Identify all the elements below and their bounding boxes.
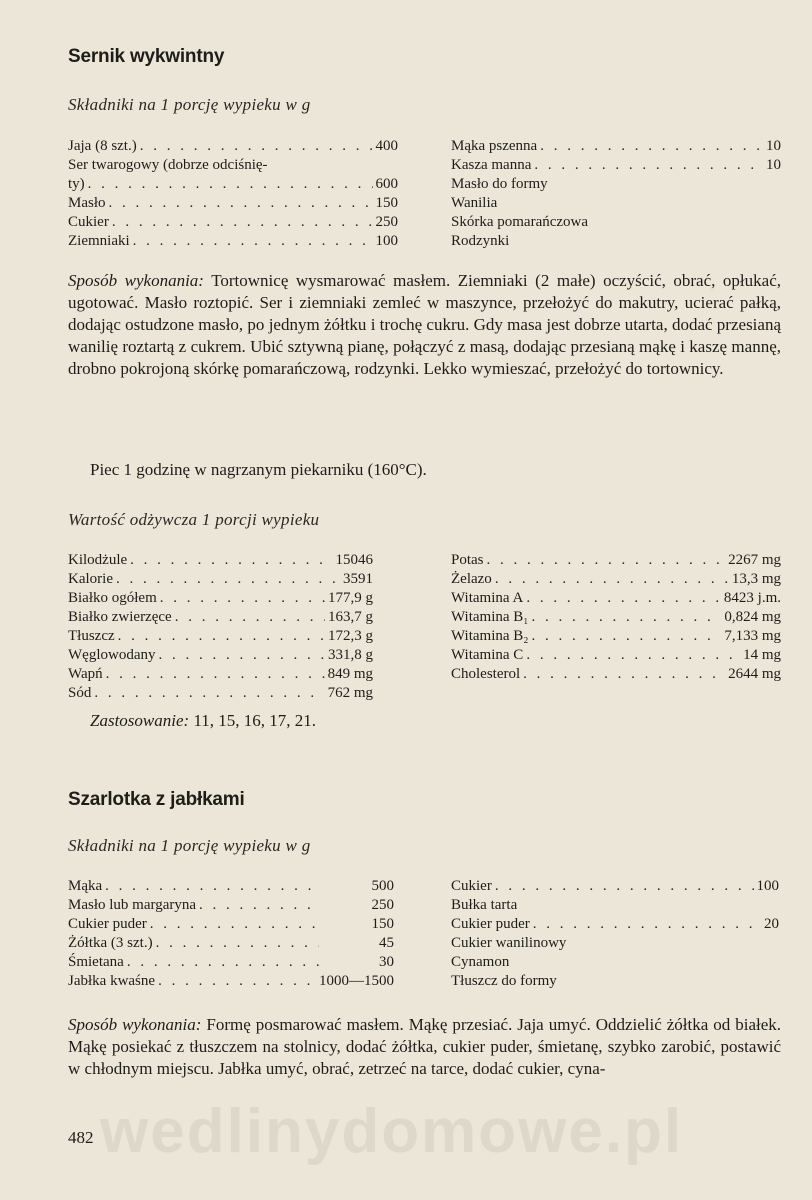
ingredient-row: Kasza manna . . . 10 xyxy=(451,156,781,175)
ingredient-row: Jabłka kwaśne . . . 1000—1500 xyxy=(68,972,394,991)
ingredient-row: Jaja (8 szt.) . . . 400 xyxy=(68,137,398,156)
method-label: Sposób wykonania: xyxy=(68,1015,202,1034)
nutrition-row: Witamina C . . . 14 mg xyxy=(451,646,781,665)
ingredient-row: Cukier wanilinowy xyxy=(451,935,567,951)
ingredient-row: Cukier . . . 250 xyxy=(68,213,398,232)
nutrition-row: Żelazo . . . 13,3 mg xyxy=(451,570,781,589)
nutrition-row: Witamina B₂ . . . 7,133 mg xyxy=(451,627,781,646)
ingredient-row: Cukier puder . . . 150 xyxy=(68,915,394,934)
ingredient-row: Cukier puder . . . 20 xyxy=(451,915,779,934)
recipe-title: Sernik wykwintny xyxy=(68,46,225,67)
nutrition-row: Kilodżule . . . 15046 xyxy=(68,551,373,570)
ingredient-row: Żółtka (3 szt.) . . . 45 xyxy=(68,934,394,953)
method-text: Tortownicę wysmarować masłem. Ziemniaki (2 małe) oczyścić, obrać, opłukać, ugotować. Masło roztopić. Ser i ziemniaki zemleć w maszynce, przełożyć do makutry, ucierać pałką, dodając ostudzone masło, po jednym żółtku i trochę cukru. Gdy masa jest dobrze utarta, dodać przesianą wanilię roztartą z cukrem. Ubić sztywną pianę, połączyć z masą, dodając przesianą mąkę i kaszę mannę, drobno pokrojoną skórkę pomarańczową, rodzynki. Lekko wymieszać, przełożyć do tortownicy. xyxy=(68,271,781,378)
method-paragraph xyxy=(68,1014,781,1080)
nutrition-row: Węglowodany . . . 331,8 g xyxy=(68,646,373,665)
ingredient-row: Masło . . . 150 xyxy=(68,194,398,213)
ingredients-heading: Składniki na 1 porcję wypieku w g xyxy=(68,95,311,114)
ingredient-row: Cynamon xyxy=(451,954,510,970)
nutrition-row: Witamina A . . . 8423 j.m. xyxy=(451,589,781,608)
usage-text: 11, 15, 16, 17, 21. xyxy=(193,711,317,730)
recipe-title: Szarlotka z jabłkami xyxy=(68,789,245,810)
nutrition-row: Witamina B₁ . . . 0,824 mg xyxy=(451,608,781,627)
ingredients-heading: Składniki na 1 porcję wypieku w g xyxy=(68,836,311,855)
ingredient-row: Mąka . . . 500 xyxy=(68,877,394,896)
ingredient-row: Masło do formy xyxy=(451,176,548,192)
usage-label: Zastosowanie: xyxy=(90,711,190,730)
ingredient-row: ty) . . . 600 xyxy=(68,175,398,194)
ingredient-row: Mąka pszenna . . . 10 xyxy=(451,137,781,156)
nutrition-row: Wapń . . . 849 mg xyxy=(68,665,373,684)
method-paragraph xyxy=(68,270,781,380)
ingredient-row: Masło lub margaryna . . . 250 xyxy=(68,896,394,915)
ingredient-row: Skórka pomarańczowa xyxy=(451,214,589,230)
nutrition-row: Białko zwierzęce . . . 163,7 g xyxy=(68,608,373,627)
page-number: 482 xyxy=(68,1128,94,1147)
watermark: wedlinydomowe.pl xyxy=(100,1097,684,1166)
ingredient-row: Rodzynki xyxy=(451,233,510,249)
ingredient-row: Śmietana . . . 30 xyxy=(68,953,394,972)
nutrition-row: Potas . . . 2267 mg xyxy=(451,551,781,570)
nutrition-row: Białko ogółem . . . 177,9 g xyxy=(68,589,373,608)
ingredient-row: Wanilia xyxy=(451,195,498,211)
ingredient-row: Ser twarogowy (dobrze odciśnię- xyxy=(68,157,268,173)
nutrition-row: Tłuszcz . . . 172,3 g xyxy=(68,627,373,646)
nutrition-row: Cholesterol . . . 2644 mg xyxy=(451,665,781,684)
method-text: Formę posmarować masłem. Mąkę przesiać. Jaja umyć. Oddzielić żółtka od białek. Mąkę posiekać z tłuszczem na stolnicy, dodać żółtka, cukier puder, śmietanę, szybko zarobić, postawić w chłodnym miejscu. Jabłka umyć, obrać, zetrzeć na tarce, dodać cukier, cyna- xyxy=(68,1015,782,1078)
usage-line xyxy=(90,711,316,731)
nutrition-row: Kalorie . . . 3591 xyxy=(68,570,373,589)
ingredient-row: Ziemniaki . . . 100 xyxy=(68,232,398,251)
method-label: Sposób wykonania: xyxy=(68,271,204,290)
ingredient-row: Bułka tarta xyxy=(451,897,518,913)
nutrition-heading: Wartość odżywcza 1 porcji wypieku xyxy=(68,510,320,529)
nutrition-row: Sód . . . 762 mg xyxy=(68,684,373,703)
ingredient-row: Tłuszcz do formy xyxy=(451,973,557,989)
ingredient-row: Cukier . . . 100 xyxy=(451,877,779,896)
baking-paragraph: Piec 1 godzinę w nagrzanym piekarniku (160°C). xyxy=(90,460,427,479)
